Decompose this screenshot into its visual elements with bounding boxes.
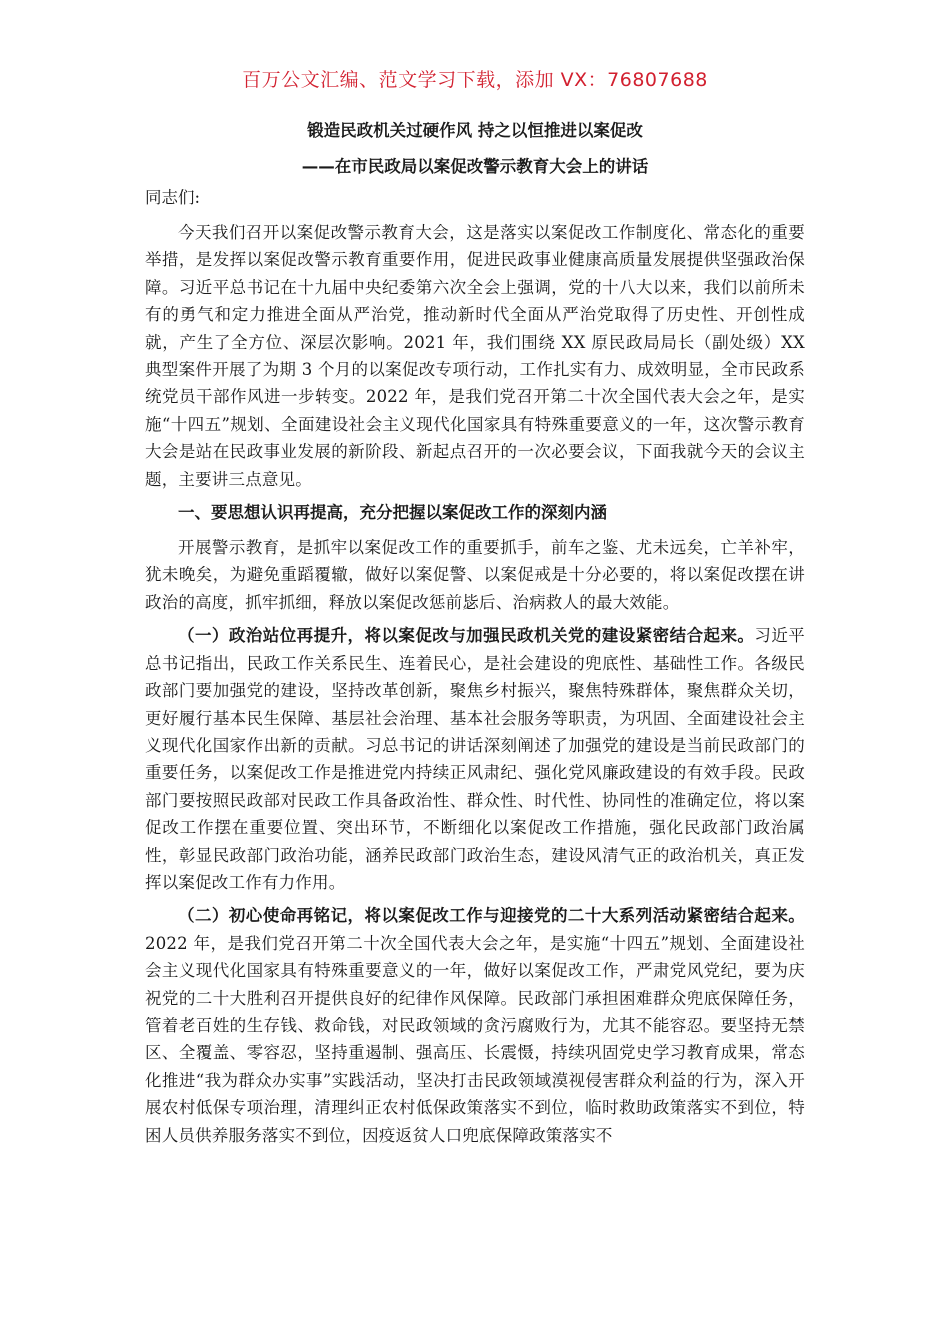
section-1-paragraph: 开展警示教育，是抓牢以案促改工作的重要抓手，前车之鉴、尤未远矣，亡羊补牢，犹未晚矣，为避免重蹈覆辙，做好以案促警、以案促戒是十分必要的，将以案促改摆在讲政治的高度，抓牢抓细，释放以案促改惩前毖后、治病救人的最大效能。 bbox=[145, 538, 805, 612]
promo-banner: 百万公文汇编、范文学习下载，添加 VX：76807688 bbox=[242, 69, 708, 91]
intro-paragraph: 今天我们召开以案促改警示教育大会，这是落实以案促改工作制度化、常态化的重要举措，是发挥以案促改警示教育重要作用，促进民政事业健康高质量发展提供坚强政治保障。习近平总书记在十九届中央纪委第六次全会上强调，党的十八大以来，我们以前所未有的勇气和定力推进全面从严治党，推动新时代全面从严治党取得了历史性、开创性成就，产生了全方位、深层次影响。2021 年，我们围绕 XX 原民政局局长（副处级）XX 典型案件开展了为期 3 个月的以案促改专项行动，工作扎实有力、成效明显，全市民政系统党员干部作风进一步转变。2022 年，是我们党召开第二十次全国代表大会之年，是实施“十四五”规划、全面建设社会主义现代化国家具有特殊重要意义的一年，这次警示教育大会是站在民政事业发展的新阶段、新起点召开的一次必要会议，下面我就今天的会议主题，主要讲三点意见。 bbox=[145, 223, 805, 489]
subsection-2-paragraph bbox=[145, 902, 805, 1149]
document-title: 锻造民政机关过硬作风 持之以恒推进以案促改 bbox=[307, 121, 643, 140]
subsection-2-lead: （二）初心使命再铭记，将以案促改工作与迎接党的二十大系列活动紧密结合起来。 bbox=[178, 906, 805, 926]
subsection-2-body: 2022 年，是我们党召开第二十次全国代表大会之年，是实施“十四五”规划、全面建设社会主义现代化国家具有特殊重要意义的一年，做好以案促改工作，严肃党风党纪，要为庆祝党的二十大胜利召开提供良好的纪律作风保障。民政部门承担困难群众兜底保障任务，管着老百姓的生存钱、救命钱，对民政领域的贪污腐败行为，尤其不能容忍。要坚持无禁区、全覆盖、零容忍，坚持重遏制、强高压、长震慑，持续巩固党史学习教育成果，常态化推进“我为群众办实事”实践活动，坚决打击民政领域漠视侵害群众利益的行为，深入开展农村低保专项治理，清理纠正农村低保政策落实不到位，临时救助政策落实不到位，特困人员供养服务落实不到位，因疫返贫人口兜底保障政策落实不 bbox=[145, 933, 805, 1145]
subsection-1-body: 习近平总书记指出，民政工作关系民生、连着民心，是社会建设的兜底性、基础性工作。各级民政部门要加强党的建设，坚持改革创新，聚焦乡村振兴，聚焦特殊群体，聚焦群众关切，更好履行基本民生保障、基层社会治理、基本社会服务等职责，为巩固、全面建设社会主义现代化国家作出新的贡献。习总书记的讲话深刻阐述了加强党的建设是当前民政部门的重要任务，以案促改工作是推进党内持续正风肃纪、强化党风廉政建设的有效手段。民政部门要按照民政部对民政工作具备政治性、群众性、时代性、协同性的准确定位，将以案促改工作摆在重要位置、突出环节，不断细化以案促改工作措施，强化民政部门政治属性，彰显民政部门政治功能，涵养民政部门政治生态，建设风清气正的政治机关，真正发挥以案促改工作有力作用。 bbox=[145, 626, 805, 892]
document-subtitle: ——在市民政局以案促改警示教育大会上的讲话 bbox=[301, 157, 649, 176]
salutation: 同志们: bbox=[145, 188, 201, 207]
section-heading-1: 一、要思想认识再提高，充分把握以案促改工作的深刻内涵 bbox=[178, 503, 607, 523]
subsection-1-lead: （一）政治站位再提升，将以案促改与加强民政机关党的建设紧密结合起来。 bbox=[178, 626, 755, 646]
subsection-1-paragraph bbox=[145, 622, 805, 896]
